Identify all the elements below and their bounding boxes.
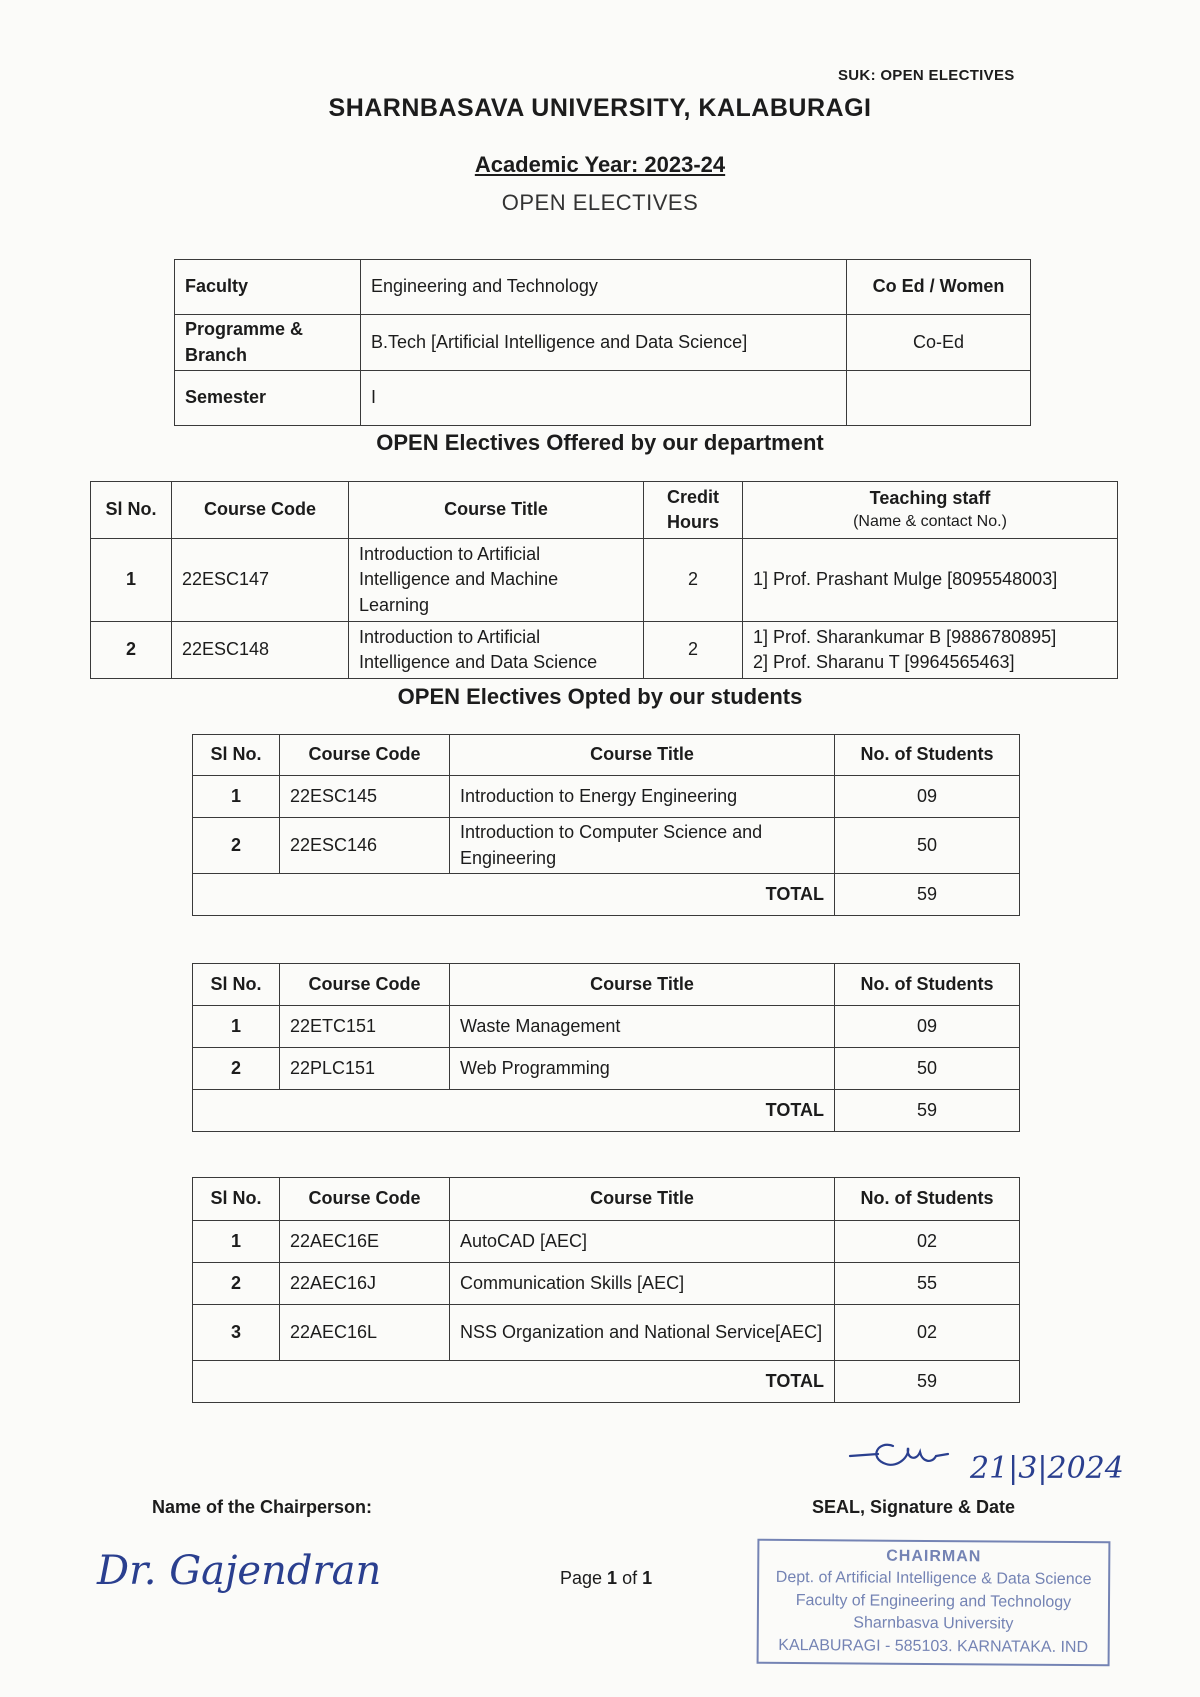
cell-students: 02 — [835, 1221, 1020, 1263]
cell-students: 50 — [835, 818, 1020, 874]
cell-code: 22AEC16E — [280, 1221, 450, 1263]
cell-title: Introduction to Artificial Intelligence and Data Science — [349, 622, 644, 679]
cell-code: 22PLC151 — [280, 1048, 450, 1090]
stamp-line: KALABURAGI - 585103. KARNATAKA. IND — [778, 1636, 1089, 1656]
cell-code: 22ESC145 — [280, 776, 450, 818]
stamp-line: Faculty of Engineering and Technology — [795, 1591, 1072, 1611]
coed-label: Co Ed / Women — [847, 260, 1031, 315]
col-sl: Sl No. — [193, 735, 280, 776]
col-sl: Sl No. — [193, 964, 280, 1006]
opted-table-1 — [192, 734, 1020, 916]
document-tag: SUK: OPEN ELECTIVES — [838, 67, 1015, 84]
col-code: Course Code — [280, 964, 450, 1006]
chairman-stamp — [757, 1539, 1111, 1666]
cell-title: Waste Management — [450, 1006, 835, 1048]
cell-title: Introduction to Energy Engineering — [450, 776, 835, 818]
total-value: 59 — [835, 1090, 1020, 1132]
opted-table-3 — [192, 1177, 1020, 1403]
offered-electives-table — [90, 481, 1118, 679]
table-row — [193, 1263, 1020, 1305]
stamp-line: Sharnbasva University — [853, 1614, 1014, 1633]
cell-sl: 2 — [193, 818, 280, 874]
cell-title: AutoCAD [AEC] — [450, 1221, 835, 1263]
table-row — [91, 539, 1118, 622]
cell-sl: 2 — [193, 1263, 280, 1305]
col-credit: Credit Hours — [644, 482, 743, 539]
faculty-value: Engineering and Technology — [361, 260, 847, 315]
cell-students: 50 — [835, 1048, 1020, 1090]
semester-extra — [847, 371, 1031, 426]
cell-code: 22AEC16J — [280, 1263, 450, 1305]
cell-credit: 2 — [644, 539, 743, 622]
total-row — [193, 874, 1020, 916]
opted-heading: OPEN Electives Opted by our students — [397, 684, 803, 709]
chairperson-signature — [95, 1532, 475, 1602]
cell-credit: 2 — [644, 622, 743, 679]
programme-info-table — [174, 259, 1031, 426]
programme-label: Programme & Branch — [175, 315, 361, 371]
cell-code: 22ESC147 — [172, 539, 349, 622]
cell-staff — [743, 622, 1118, 679]
seal-label: SEAL, Signature & Date — [812, 1497, 1016, 1517]
cell-sl: 2 — [91, 622, 172, 679]
programme-value: B.Tech [Artificial Intelligence and Data Science] — [361, 315, 847, 371]
col-title: Course Title — [450, 964, 835, 1006]
cell-sl: 1 — [193, 1221, 280, 1263]
academic-year: Academic Year: 2023-24 — [474, 152, 726, 177]
col-students: No. of Students — [835, 964, 1020, 1006]
staff-line: 2] Prof. Sharanu T [9964565463] — [753, 652, 1015, 672]
offered-heading: OPEN Electives Offered by our department — [376, 430, 824, 455]
stamp-line: Dept. of Artificial Intelligence & Data Science — [775, 1569, 1092, 1589]
table-row — [91, 622, 1118, 679]
cell-staff: 1] Prof. Prashant Mulge [8095548003] — [743, 539, 1118, 622]
table-row — [193, 776, 1020, 818]
total-label: TOTAL — [193, 1361, 835, 1403]
cell-title: NSS Organization and National Service[AEC] — [450, 1305, 835, 1361]
faculty-label: Faculty — [175, 260, 361, 315]
total-value: 59 — [835, 1361, 1020, 1403]
table-row — [193, 1305, 1020, 1361]
chairperson-label: Name of the Chairperson: — [152, 1497, 373, 1517]
coed-value: Co-Ed — [847, 315, 1031, 371]
cell-code: 22ESC148 — [172, 622, 349, 679]
cell-title: Introduction to Artificial Intelligence and Machine Learning — [349, 539, 644, 622]
stamp-title: CHAIRMAN — [886, 1547, 982, 1566]
col-sl: Sl No. — [193, 1178, 280, 1221]
total-row — [193, 1361, 1020, 1403]
col-students: No. of Students — [835, 1178, 1020, 1221]
total-label: TOTAL — [193, 1090, 835, 1132]
cell-sl: 1 — [91, 539, 172, 622]
page-subtitle: OPEN ELECTIVES — [501, 190, 699, 215]
col-title: Course Title — [450, 1178, 835, 1221]
total-row — [193, 1090, 1020, 1132]
total-label: TOTAL — [193, 874, 835, 916]
signature-date-handwriting — [838, 1418, 1138, 1488]
cell-code: 22AEC16L — [280, 1305, 450, 1361]
page-number: Page 1 of 1 — [560, 1568, 653, 1588]
col-staff-sub: (Name & contact No.) — [853, 513, 1007, 531]
col-students: No. of Students — [835, 735, 1020, 776]
col-staff — [743, 482, 1118, 539]
table-row — [193, 1221, 1020, 1263]
cell-students: 09 — [835, 1006, 1020, 1048]
cell-title: Introduction to Computer Science and Engineering — [450, 818, 835, 874]
cell-sl: 1 — [193, 1006, 280, 1048]
col-sl: Sl No. — [91, 482, 172, 539]
cell-students: 09 — [835, 776, 1020, 818]
university-title: SHARNBASAVA UNIVERSITY, KALABURAGI — [328, 94, 872, 122]
semester-label: Semester — [175, 371, 361, 426]
staff-line: 1] Prof. Sharankumar B [9886780895] — [753, 626, 1057, 647]
total-value: 59 — [835, 874, 1020, 916]
col-title: Course Title — [349, 482, 644, 539]
cell-students: 55 — [835, 1263, 1020, 1305]
cell-title: Web Programming — [450, 1048, 835, 1090]
col-code: Course Code — [280, 735, 450, 776]
cell-code: 22ETC151 — [280, 1006, 450, 1048]
cell-sl: 2 — [193, 1048, 280, 1090]
cell-students: 02 — [835, 1305, 1020, 1361]
col-code: Course Code — [172, 482, 349, 539]
table-row — [193, 1048, 1020, 1090]
col-title: Course Title — [450, 735, 835, 776]
table-row — [193, 818, 1020, 874]
opted-table-2 — [192, 963, 1020, 1132]
cell-sl: 3 — [193, 1305, 280, 1361]
col-staff-title: Teaching staff — [869, 488, 991, 509]
col-code: Course Code — [280, 1178, 450, 1221]
semester-value: I — [361, 371, 847, 426]
cell-title: Communication Skills [AEC] — [450, 1263, 835, 1305]
svg-text:Dr. Gajendran: Dr. Gajendran — [97, 1548, 382, 1594]
table-row — [193, 1006, 1020, 1048]
cell-code: 22ESC146 — [280, 818, 450, 874]
cell-sl: 1 — [193, 776, 280, 818]
svg-text:21|3|2024: 21|3|2024 — [970, 1451, 1124, 1486]
